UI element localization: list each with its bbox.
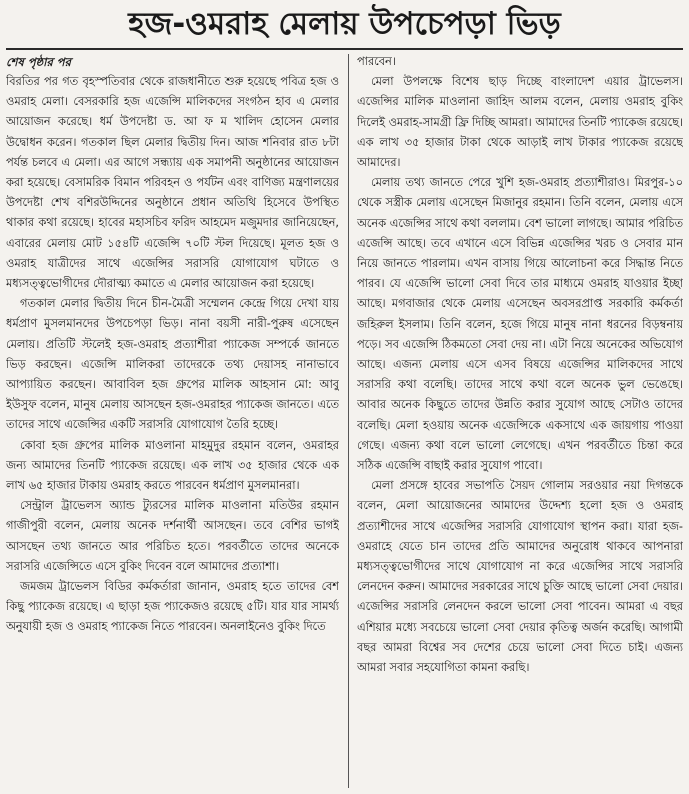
continued-from-label: শেষ পৃষ্ঠার পর [6, 55, 71, 69]
right-column [357, 52, 683, 794]
paragraph: সেন্ট্রাল ট্রাভেলস অ্যান্ড ট্যুরসের মালিক মাওলানা মতিউর রহমান গাজীপুরী বলেন, মেলায় অনেক দর্শনার্থী আসছেন। তবে বেশির ভাগই আসছেন তথ্য জানতে আর পরিচিত হতে। পরবর্তীতে তাদের অনেকে সরাসরি এজেন্সিতে এসে বুকিং দিবেন বলে আমাদের প্রত্যাশা। [6, 499, 339, 573]
headline: হজ-ওমরাহ মেলায় উপচেপড়া ভিড় [128, 6, 561, 42]
paragraph: গতকাল মেলার দ্বিতীয় দিনে চীন-মৈত্রী সম্মেলন কেন্দ্রে গিয়ে দেখা যায় ধর্মপ্রাণ মুসলমানদের উপচেপড়া ভিড়। নানা বয়সী নারী-পুরুষ এসেছেন মেলায়। প্রতিটি স্টলেই হজ-ওমরাহ প্রত্যাশীরা প্যাকেজ সম্পর্কে জানতে ভিড় করছেন। এজেন্সি মালিকরা তাদেরকে তথ্য দেয়াসহ নানাভাবে আপ্যায়িত করছেন। আবাবিল হজ গ্রুপের মালিক আহসান মো: আবু ইউসুফ বলেন, মানুষ মেলায় আসছেন হজ-ওমরাহর প্যাকেজ জানতে। এতে তাদের সাথে এজেন্সির একটি সরাসরি যোগাযোগ তৈরি হচ্ছে। [6, 297, 339, 432]
left-column [6, 52, 339, 794]
paragraph: বিরতির পর গত বৃহস্পতিবার থেকে রাজধানীতে শুরু হয়েছে পবিত্র হজ ও ওমরাহ মেলা। বেসরকারি হজ এজেন্সি মালিকদের সংগঠন হাব এ মেলার আয়োজন করেছে। ধর্ম উপদেষ্টা ড. আ ফ ম খালিদ হোসেন মেলার উদ্বোধন করেন। গতকাল ছিল মেলার দ্বিতীয় দিন। আজ শনিবার রাত ৮টা পর্যন্ত চলবে এ মেলা। এর আগে সন্ধ্যায় এক সমাপনী অনুষ্ঠানের আয়োজন করা হয়েছে। বেসামরিক বিমান পরিবহন ও পর্যটন এবং বাণিজ্য মন্ত্রণালয়ের উপদেষ্টা শেখ বশিরউদ্দিনের অনুষ্ঠানে প্রধান অতিথি হিসেবে উপস্থিত থাকার কথা রয়েছে। হাবের মহাসচিব ফরিদ আহমেদ মজুমদার জানিয়েছেন, এবারের মেলায় মোট ১৫৪টি এজেন্সি ৭০টি স্টল দিয়েছে। মূলত হজ ও ওমরাহ যাত্রীদের সাথে এজেন্সির সরাসরি যোগাযোগ ঘটাতে ও মধ্যসত্ত্বভোগীদের দৌরাত্ম্য কমাতে এ মেলার আয়োজন করা হয়েছে। [6, 75, 339, 291]
column-divider [348, 54, 349, 788]
headline-rule [6, 48, 683, 50]
paragraph: মেলায় তথ্য জানতে পেরে খুশি হজ-ওমরাহ প্রত্যাশীরাও। মিরপুর-১০ থেকে সস্ত্রীক মেলায় এসেছেন মিজানুর রহমান। তিনি বলেন, মেলায় এসে অনেক এজেন্সির সাথে কথা বললাম। বেশ ভালো লাগছে। আমার পরিচিত এজেন্সি আছে। তবে এখানে এসে বিভিন্ন এজেন্সির খরচ ও সেবার মান নিয়ে জানতে পারলাম। এখন বাসায় গিয়ে আলোচনা করে সিদ্ধান্ত নিতে পারব। যে এজেন্সি ভালো সেবা দিবে তার মাধ্যমে ওমরাহ যাওয়ার ইচ্ছা আছে। মগবাজার থেকে মেলায় এসেছেন অবসরপ্রাপ্ত সরকারি কর্মকর্তা জহিরুল ইসলাম। তিনি বলেন, হজে গিয়ে মানুষ নানা ধরনের বিড়ম্বনায় পড়ে। সব এজেন্সি ঠিকমতো সেবা দেয় না। এটা নিয়ে অনেকের অভিযোগ আছে। এজন্য মেলায় এসে এসব বিষয়ে এজেন্সির মালিকদের সাথে সরাসরি কথা বলেছি। তাদের সাথে কথা বলে অনেক ভুল ভেঙেছে। আবার অনেক কিছুতে তাদের উন্নতি করার সুযোগ আছে সেটাও তাদের বলেছি। মেলা হওয়ায় অনেক এজেন্সিকে একসাথে এক জায়গায় পাওয়া গেছে। এজন্য কথা বলে ভালো লেগেছে। এখন পরবর্তীতে চিন্তা করে সঠিক এজেন্সি বাছাই করার সুযোগ পাবো। [357, 176, 683, 473]
paragraph: মেলা উপলক্ষে বিশেষ ছাড় দিচ্ছে বাংলাদেশ এয়ার ট্রাভেলস। এজেন্সির মালিক মাওলানা জাহিদ আলম বলেন, মেলায় ওমরাহ বুকিং দিলেই ওমরাহ-সামগ্রী ফ্রি দিচ্ছি আমরা। আমাদের তিনটি প্যাকেজ রয়েছে। এক লাখ ৩৫ হাজার টাকা থেকে আড়াই লাখ টাকার প্যাকেজ রয়েছে আমাদের। [357, 75, 683, 170]
paragraph: কোবা হজ গ্রুপের মালিক মাওলানা মাহমুদুর রহমান বলেন, ওমরাহর জন্য আমাদের তিনটি প্যাকেজ রয়েছে। এক লাখ ৩৫ হাজার থেকে এক লাখ ৬৫ হাজার টাকায় ওমরাহ করতে পারবেন ধর্মপ্রাণ মুসলমানরা। [6, 438, 339, 493]
paragraph: পারবেন। [357, 55, 396, 68]
article-body [6, 52, 683, 794]
paragraph: মেলা প্রসঙ্গে হাবের সভাপতি সৈয়দ গোলাম সরওয়ার নয়া দিগন্তকে বলেন, মেলা আয়োজনের আমাদের উদ্দেশ্য হলো হজ ও ওমরাহ প্রত্যাশীদের সাথে এজেন্সির সরাসরি যোগাযোগ স্থাপন করা। যারা হজ-ওমরাহে যেতে চান তাদের প্রতি আমাদের অনুরোধ থাকবে আপনারা মধ্যসত্ত্বভোগীদের সাথে যোগাযোগ না করে এজেন্সির সাথে সরাসরি লেনদেন করুন। আমাদের সরকারের সাথে চুক্তি আছে ভালো সেবা দেয়ার। এজেন্সির সরাসরি লেনদেন করলে ভালো সেবা পাবেন। আমরা এ বছর এশিয়ার মধ্যে সবচেয়ে ভালো সেবা দেয়ার কৃতিত্ব অর্জন করেছি। আগামী বছর আমরা বিশ্বের সব দেশের চেয়ে ভালো সেবা দিতে চাই। এজন্য আমরা সবার সহযোগিতা কামনা করছি। [357, 479, 683, 675]
paragraph: জমজম ট্রাভেলস বিডির কর্মকর্তারা জানান, ওমরাহ হতে তাদের বেশ কিছু প্যাকেজ রয়েছে। এ ছাড়া হজ প্যাকেজও রয়েছে ৫টি। যার যার সামর্থ্য অনুযায়ী হজ ও ওমরাহ প্যাকেজ নিতে পারবেন। অনলাইনেও বুকিং দিতে [6, 580, 339, 634]
